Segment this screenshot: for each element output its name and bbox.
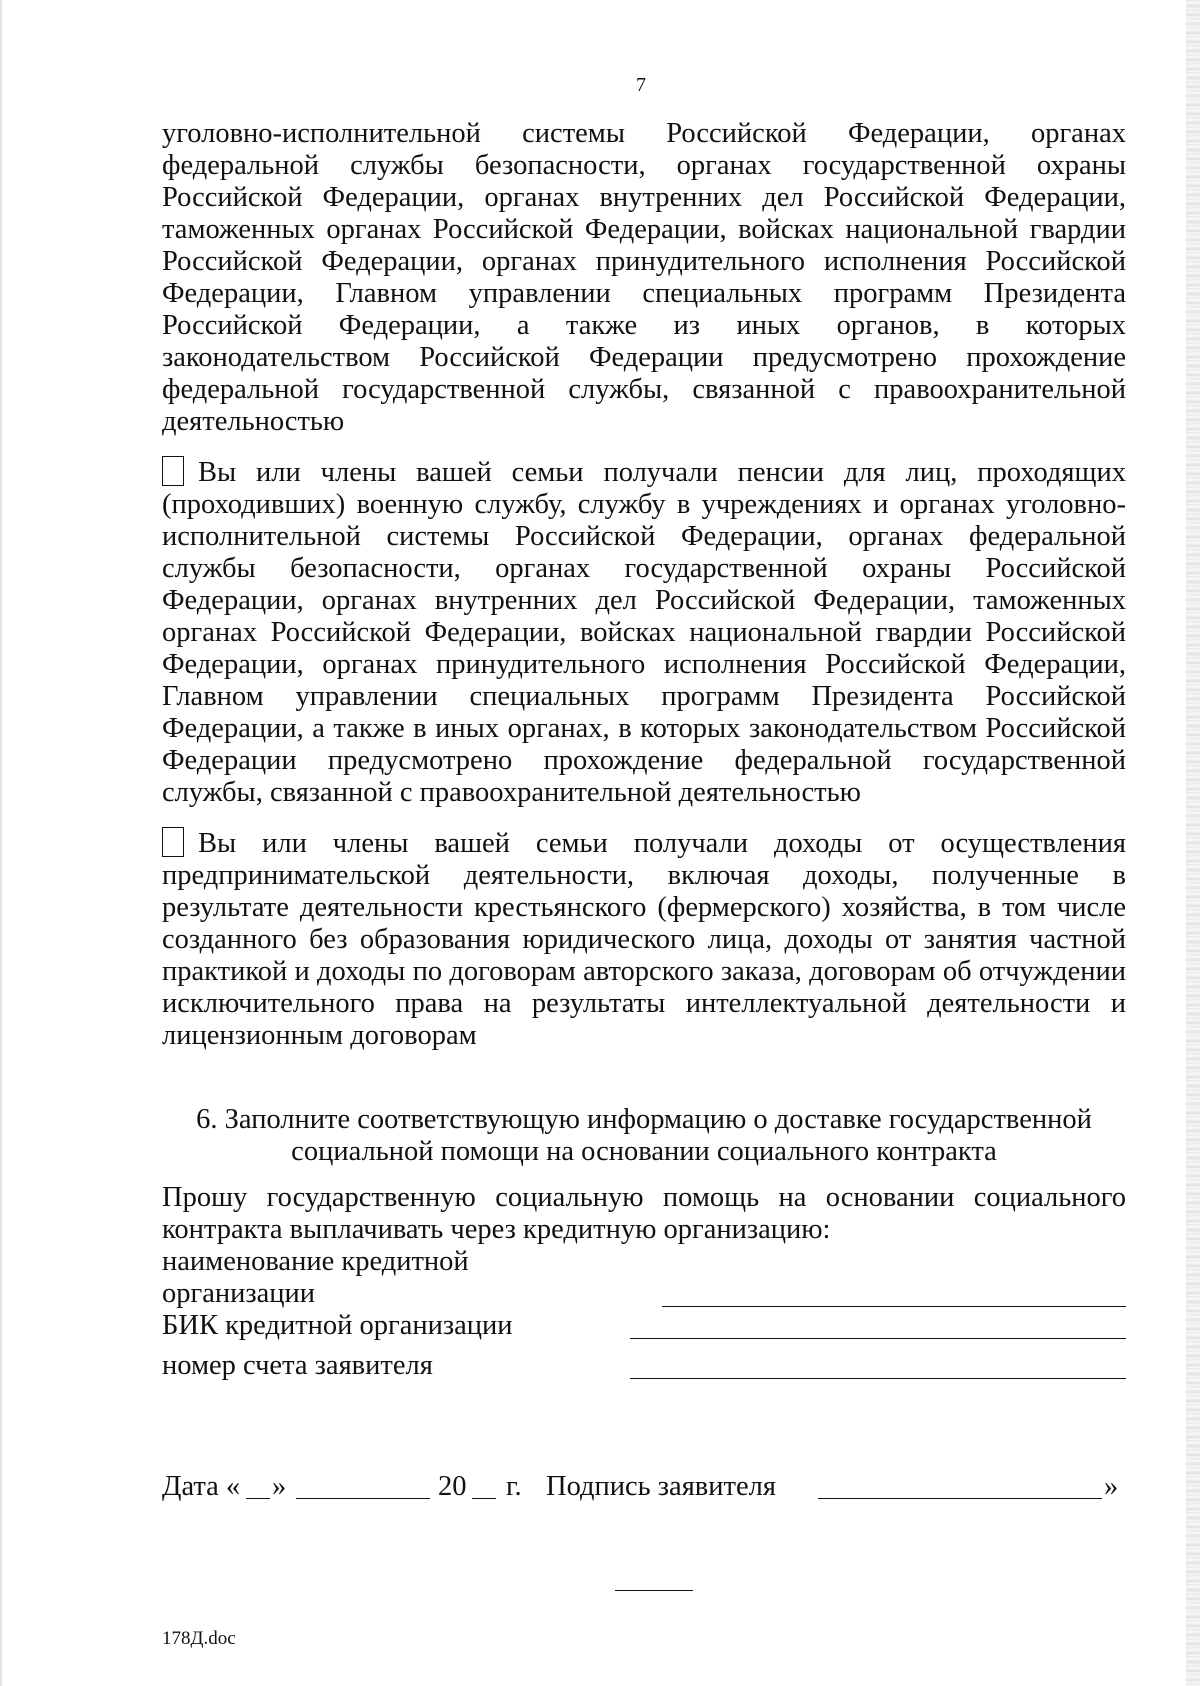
signature-label: Подпись заявителя <box>546 1471 776 1502</box>
account-field[interactable] <box>630 1378 1126 1379</box>
year-prefix: 20 <box>438 1471 467 1502</box>
scan-edge-left <box>0 0 3 1686</box>
document-body <box>162 118 1126 1390</box>
paragraph-continuation: уголовно-исполнительной системы Российской Федерации, органах федеральной службы безопасности, органах государственной охраны Российской Федерации, органах внутренних дел Российской Федерации, таможенных органах Российской Федерации, войсках национальной гвардии Российской Федерации, органах принудительного исполнения Российской Федерации, Главном управлении специальных программ Президента Российской Федерации, а также из иных органов, в которых законодательством Российской Федерации предусмотрено прохождение федеральной государственной службы, связанной с правоохранительной деятельностью <box>162 118 1126 437</box>
bank-name-row <box>162 1246 1126 1310</box>
paragraph-pension-option <box>162 456 1126 809</box>
date-year-field[interactable] <box>472 1498 496 1499</box>
pension-option-text: Вы или члены вашей семьи получали пенсии для лиц, проходящих (проходивших) военную службу, службу в учреждениях и органах уголовно-исполнительной системы Российской Федерации, органах федеральной службы безопасности, органах государственной охраны Российской Федерации, органах внутренних дел Российской Федерации, таможенных органах Российской Федерации, войсках национальной гвардии Российской Федерации, органах принудительного исполнения Российской Федерации, Главном управлении специальных программ Президента Российской Федерации, а также в иных органах, в которых законодательством Российской Федерации предусмотрено прохождение федеральной государственной службы, связанной с правоохранительной деятельностью <box>162 457 1126 808</box>
section-6-title-line-2: социальной помощи на основании социального контракта <box>291 1136 997 1167</box>
signature-field[interactable] <box>818 1498 1102 1499</box>
section-6-title <box>162 1104 1126 1168</box>
year-suffix: г. <box>506 1471 522 1502</box>
signature-close: » <box>1104 1471 1119 1502</box>
bik-label: БИК кредитной организации <box>162 1310 513 1341</box>
date-day-field[interactable] <box>246 1498 270 1499</box>
business-income-option-text: Вы или члены вашей семьи получали доходы от осуществления предпринимательской деятельности, включая доходы, полученные в результате деятельности крестьянского (фермерского) хозяйства, в том числе созданного без образования юридического лица, доходы от занятия частной практикой и доходы по договорам авторского заказа, договорам об отчуждении исключительного права на результаты интеллектуальной деятельности и лицензионным договорам <box>162 828 1126 1051</box>
bik-field[interactable] <box>630 1338 1126 1339</box>
date-signature-row <box>162 1471 1126 1507</box>
date-label: Дата « <box>162 1471 241 1502</box>
bank-name-field[interactable] <box>662 1306 1126 1307</box>
payment-request-text: Прошу государственную социальную помощь на основании социального контракта выплачивать через кредитную организацию: <box>162 1182 1126 1245</box>
account-label: номер счета заявителя <box>162 1350 433 1381</box>
pension-checkbox[interactable] <box>162 456 184 486</box>
date-day-close: » <box>272 1471 287 1502</box>
section-6-title-line-1: 6. Заполните соответствующую информацию о доставке государственной <box>196 1104 1092 1135</box>
paragraph-business-income-option <box>162 827 1126 1052</box>
page-number: 7 <box>636 74 646 96</box>
business-income-checkbox[interactable] <box>162 827 184 857</box>
scan-edge-right <box>1186 0 1200 1686</box>
bik-row <box>162 1310 1126 1350</box>
account-row <box>162 1350 1126 1390</box>
date-month-field[interactable] <box>296 1498 430 1499</box>
bank-name-label: наименование кредитной организации <box>162 1246 469 1309</box>
end-of-form-rule <box>615 1590 693 1591</box>
document-code: 178Д.doc <box>162 1628 236 1649</box>
